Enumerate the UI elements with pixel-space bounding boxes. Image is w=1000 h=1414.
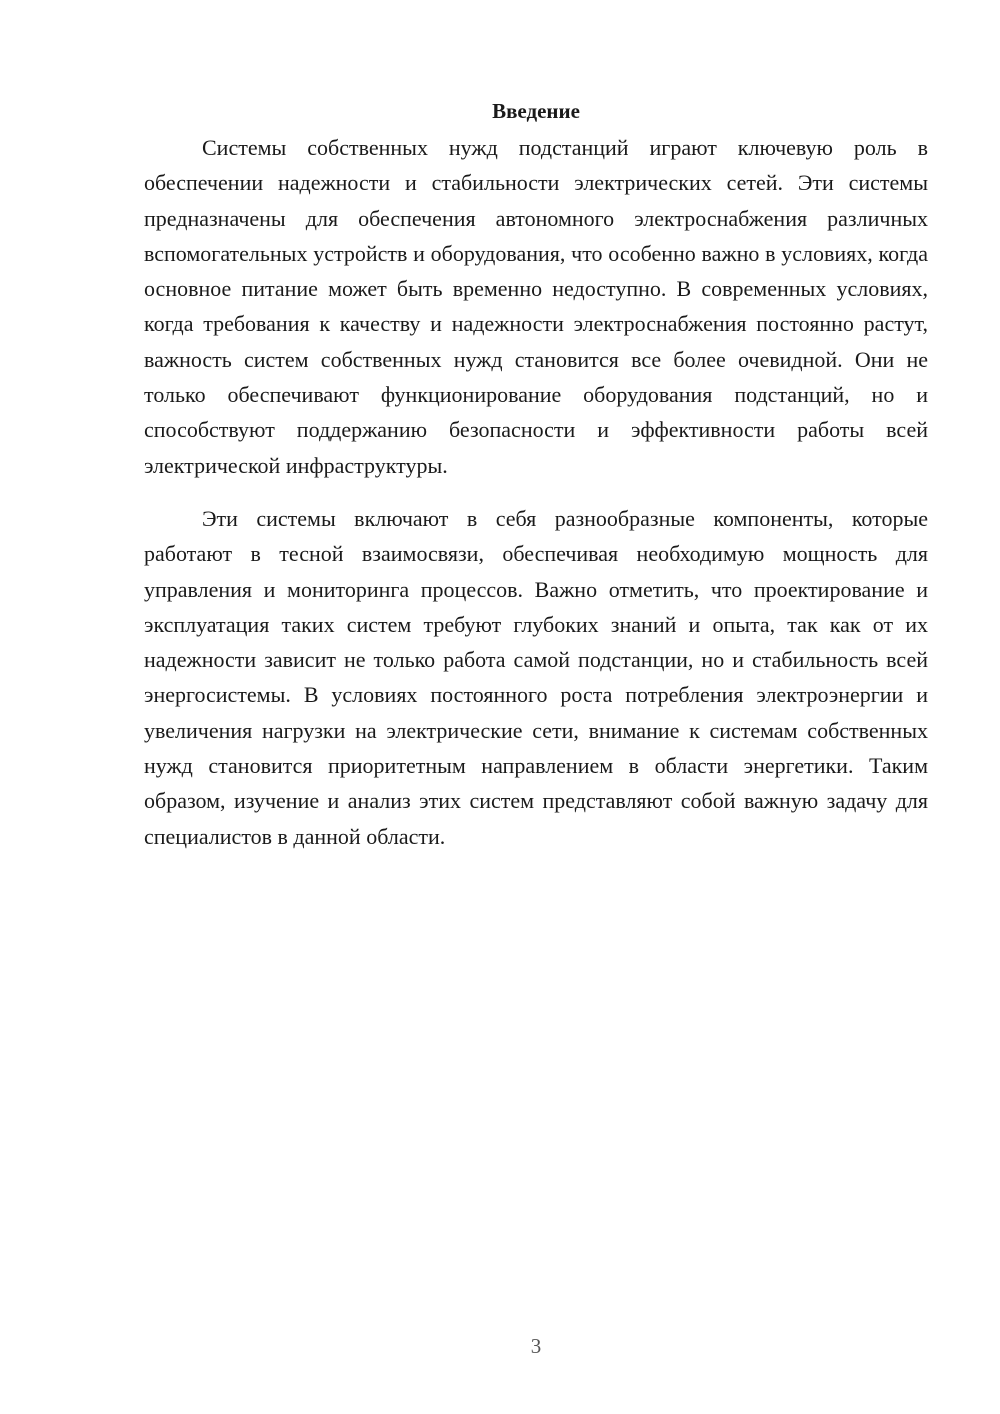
- page-number: 3: [530, 1334, 542, 1358]
- paragraph-2: Эти системы включают в себя разнообразные компоненты, которые работают в тесной взаимосвязи, обеспечивая необходимую мощность для управления и мониторинга процессов. Важно отметить, что проектирование и эксплуатация таких систем требуют глубоких знаний и опыта, так как от их надежности зависит не только работа самой подстанции, но и стабильность всей энергосистемы. В условиях постоянного роста потребления электроэнергии и увеличения нагрузки на электрические сети, внимание к системам собственных нужд становится приоритетным направлением в области энергетики. Таким образом, изучение и анализ этих систем представляют собой важную задачу для специалистов в данной области.: [144, 505, 928, 849]
- page-content: [144, 96, 928, 854]
- section-heading: Введение: [492, 99, 580, 123]
- paragraph-1: Системы собственных нужд подстанций играют ключевую роль в обеспечении надежности и стабильности электрических сетей. Эти системы предназначены для обеспечения автономного электроснабжения различных вспомогательных устройств и оборудования, что особенно важно в условиях, когда основное питание может быть временно недоступно. В современных условиях, когда требования к качеству и надежности электроснабжения постоянно растут, важность систем собственных нужд становится все более очевидной. Они не только обеспечивают функционирование оборудования подстанций, но и способствуют поддержанию безопасности и эффективности работы всей электрической инфраструктуры.: [144, 135, 928, 478]
